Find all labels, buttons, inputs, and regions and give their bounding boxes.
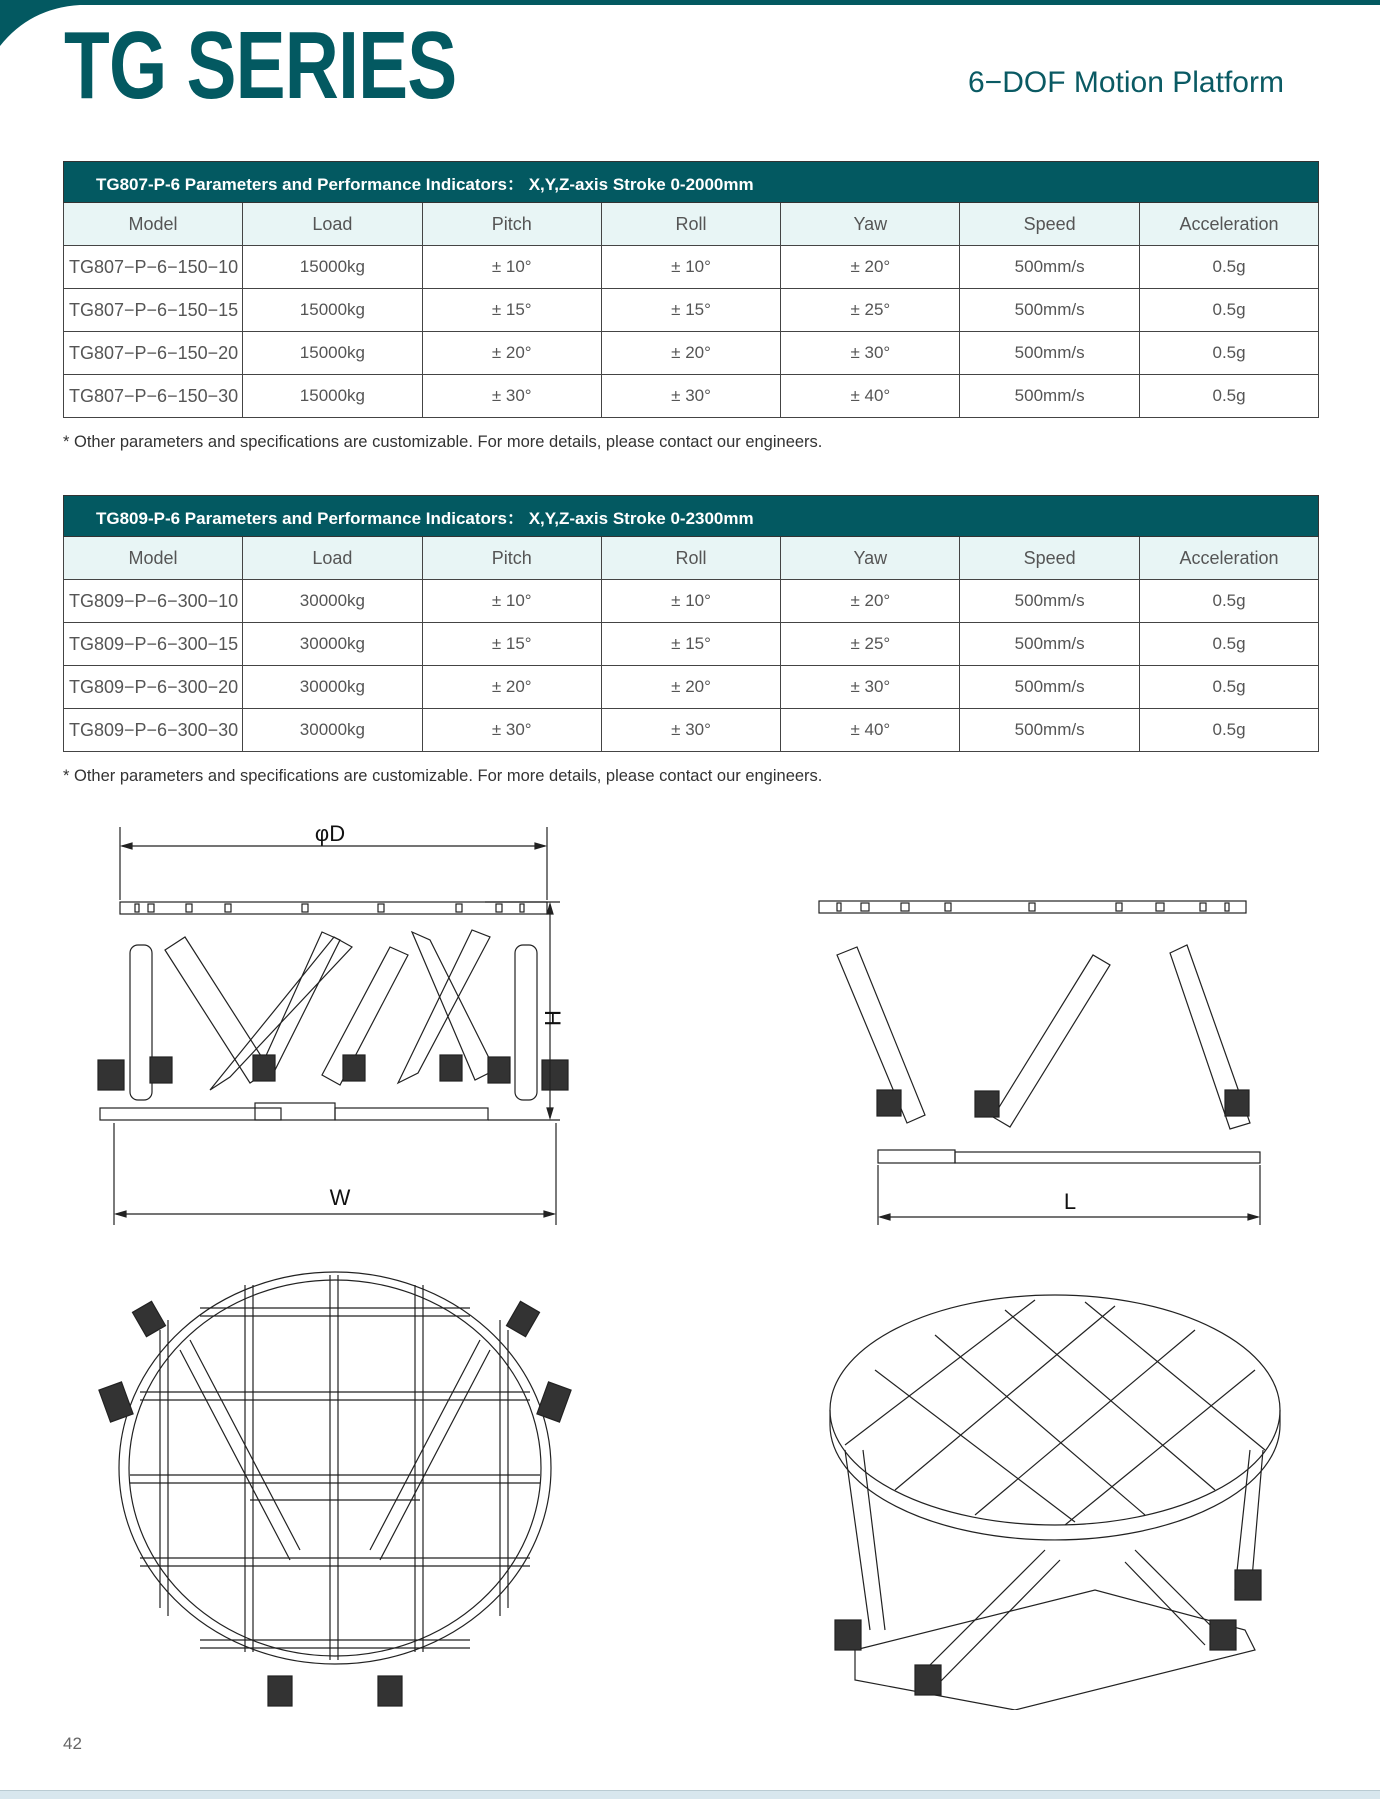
model-cell: TG809−P−6−300−30 xyxy=(64,709,243,752)
table-cell: ± 25° xyxy=(781,289,960,332)
table-row xyxy=(64,666,1319,709)
motor-blocks xyxy=(98,1055,568,1090)
table-row xyxy=(64,375,1319,418)
table-cell: 500mm/s xyxy=(960,623,1140,666)
column-header: Acceleration xyxy=(1140,203,1319,246)
table-cell: 0.5g xyxy=(1140,289,1319,332)
table-cell: 500mm/s xyxy=(960,375,1140,418)
table-row xyxy=(64,289,1319,332)
customization-note: * Other parameters and specifications are customizable. For more details, please contact our engineers. xyxy=(63,433,823,451)
table-cell: ± 10° xyxy=(422,580,601,623)
table-cell: 15000kg xyxy=(242,246,422,289)
table-cell: 0.5g xyxy=(1140,623,1319,666)
table-cell: ± 30° xyxy=(601,709,781,752)
column-header: Pitch xyxy=(422,203,601,246)
model-cell: TG809−P−6−300−10 xyxy=(64,580,243,623)
column-header: Load xyxy=(242,537,422,580)
table-cell: ± 30° xyxy=(601,375,781,418)
column-header: Speed xyxy=(960,203,1140,246)
column-header: Roll xyxy=(601,203,781,246)
table-cell: 30000kg xyxy=(242,580,422,623)
table-cell: 0.5g xyxy=(1140,666,1319,709)
page-title: TG SERIES xyxy=(64,12,457,119)
column-header: Pitch xyxy=(422,537,601,580)
base-frame xyxy=(100,1108,281,1120)
model-cell: TG807−P−6−150−10 xyxy=(64,246,243,289)
table-cell: ± 10° xyxy=(601,246,781,289)
actuator-legs xyxy=(845,1450,1263,1682)
table-cell: 500mm/s xyxy=(960,709,1140,752)
table-cell: ± 20° xyxy=(781,246,960,289)
table-title: TG809-P-6 Parameters and Performance Indicators： X,Y,Z-axis Stroke 0-2300mm xyxy=(64,496,1319,537)
table-cell: ± 40° xyxy=(781,709,960,752)
side-view-drawing xyxy=(815,895,1265,1225)
plate-slots xyxy=(837,903,1229,911)
model-cell: TG809−P−6−300−20 xyxy=(64,666,243,709)
page-subtitle: 6−DOF Motion Platform xyxy=(968,66,1284,99)
height-label: H xyxy=(540,1010,565,1026)
model-cell: TG807−P−6−150−15 xyxy=(64,289,243,332)
column-header: Acceleration xyxy=(1140,537,1319,580)
platform-outline xyxy=(119,1272,551,1664)
motor-blocks xyxy=(877,1090,1249,1117)
column-header: Model xyxy=(64,537,243,580)
table-cell: ± 20° xyxy=(422,666,601,709)
table-cell: 15000kg xyxy=(242,375,422,418)
platform-grid xyxy=(845,1300,1265,1525)
page-number: 42 xyxy=(63,1734,82,1753)
table-cell: ± 15° xyxy=(422,623,601,666)
spec-table-tg809 xyxy=(63,495,1319,752)
top-accent-bar xyxy=(0,0,1380,5)
table-row xyxy=(64,709,1319,752)
width-label: W xyxy=(329,1185,351,1210)
table-cell: ± 30° xyxy=(422,709,601,752)
model-cell: TG807−P−6−150−20 xyxy=(64,332,243,375)
column-header: Yaw xyxy=(781,537,960,580)
table-cell: ± 40° xyxy=(781,375,960,418)
table-row xyxy=(64,246,1319,289)
length-label: L xyxy=(1063,1189,1077,1214)
table-cell: 0.5g xyxy=(1140,375,1319,418)
column-header: Speed xyxy=(960,537,1140,580)
table-cell: 30000kg xyxy=(242,666,422,709)
actuator-legs xyxy=(130,930,537,1100)
table-cell: 500mm/s xyxy=(960,332,1140,375)
isometric-view-drawing xyxy=(815,1290,1295,1710)
table-cell: ± 10° xyxy=(422,246,601,289)
plate-slots xyxy=(135,904,524,912)
diameter-label: φD xyxy=(314,821,346,846)
table-row xyxy=(64,623,1319,666)
table-cell: 0.5g xyxy=(1140,246,1319,289)
table-cell: ± 30° xyxy=(781,666,960,709)
table-cell: ± 20° xyxy=(601,332,781,375)
table-cell: 30000kg xyxy=(242,623,422,666)
table-cell: ± 30° xyxy=(781,332,960,375)
column-header: Model xyxy=(64,203,243,246)
column-header: Load xyxy=(242,203,422,246)
top-view-drawing xyxy=(90,1260,590,1720)
table-cell: 500mm/s xyxy=(960,246,1140,289)
table-header-row xyxy=(64,537,1319,580)
model-cell: TG809−P−6−300−15 xyxy=(64,623,243,666)
motor-blocks xyxy=(835,1570,1261,1695)
table-cell: ± 20° xyxy=(422,332,601,375)
platform-outline xyxy=(830,1295,1280,1525)
table-cell: ± 30° xyxy=(422,375,601,418)
table-title: TG807-P-6 Parameters and Performance Indicators： X,Y,Z-axis Stroke 0-2000mm xyxy=(64,162,1319,203)
table-cell: 500mm/s xyxy=(960,666,1140,709)
front-view-drawing xyxy=(90,815,650,1225)
spec-table-tg807 xyxy=(63,161,1319,418)
table-cell: ± 15° xyxy=(422,289,601,332)
table-cell: ± 15° xyxy=(601,623,781,666)
table-cell: 0.5g xyxy=(1140,332,1319,375)
table-cell: 15000kg xyxy=(242,332,422,375)
table-cell: 500mm/s xyxy=(960,289,1140,332)
table-cell: 15000kg xyxy=(242,289,422,332)
table-cell: ± 15° xyxy=(601,289,781,332)
table-cell: ± 25° xyxy=(781,623,960,666)
top-platform xyxy=(120,902,547,914)
table-row xyxy=(64,580,1319,623)
model-cell: TG807−P−6−150−30 xyxy=(64,375,243,418)
base-frame xyxy=(878,1150,955,1163)
column-header: Roll xyxy=(601,537,781,580)
customization-note: * Other parameters and specifications are customizable. For more details, please contact our engineers. xyxy=(63,767,823,785)
internal-legs xyxy=(180,1340,490,1560)
table-row xyxy=(64,332,1319,375)
column-header: Yaw xyxy=(781,203,960,246)
table-cell: ± 20° xyxy=(781,580,960,623)
table-cell: ± 20° xyxy=(601,666,781,709)
table-cell: 500mm/s xyxy=(960,580,1140,623)
table-cell: 0.5g xyxy=(1140,580,1319,623)
table-cell: 30000kg xyxy=(242,709,422,752)
table-cell: ± 10° xyxy=(601,580,781,623)
table-cell: 0.5g xyxy=(1140,709,1319,752)
table-header-row xyxy=(64,203,1319,246)
